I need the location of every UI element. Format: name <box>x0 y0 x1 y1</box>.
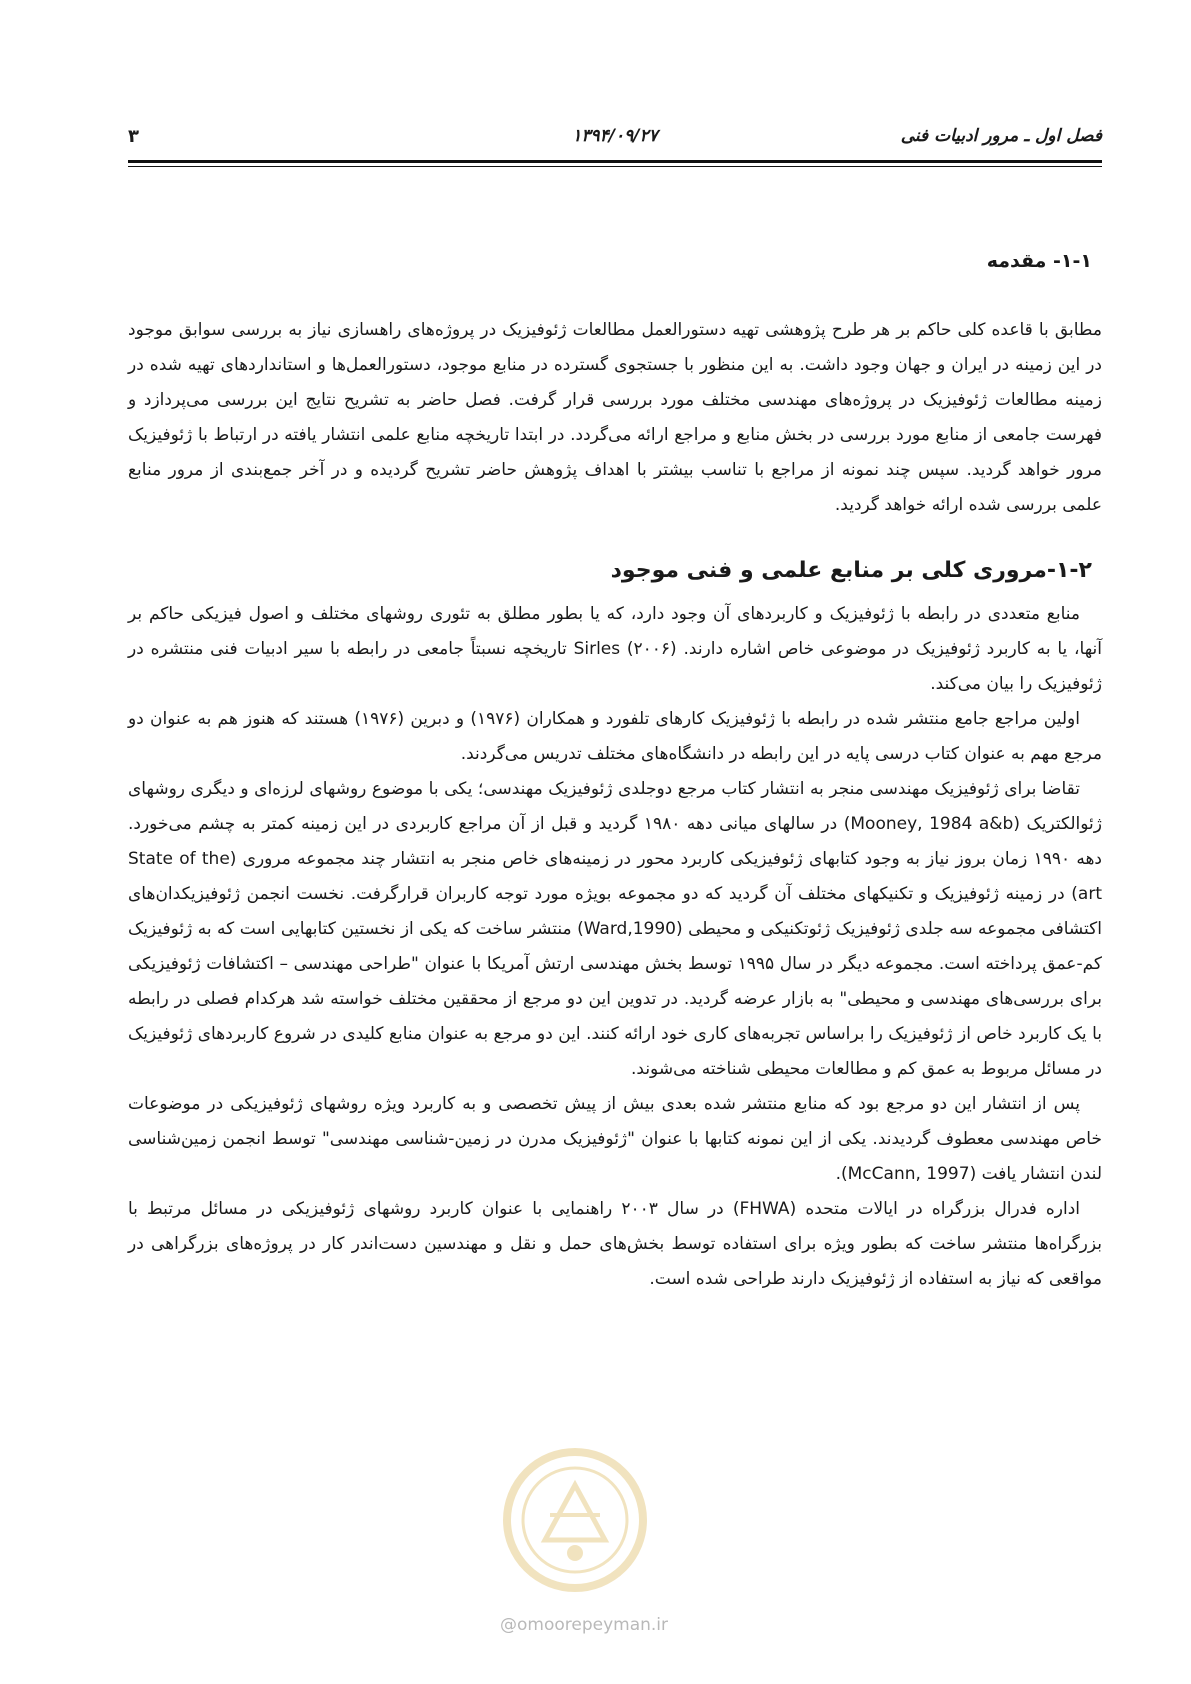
body-paragraph: اداره فدرال بزرگراه در ایالات متحده (FHWA) در سال ۲۰۰۳ راهنمایی با عنوان کاربرد روشهای ژئوفیزیکی در مسائل مرتبط با بزرگراه‌ها منتشر ساخت که بطور ویژه برای استفاده توسط بخش‌های حمل و نقل و مهندسین دست‌اندر کار در پروژه‌های بزرگراهی در مواقعی که نیاز به استفاده از ژئوفیزیک دارند طراحی شده است. <box>128 1199 1102 1289</box>
watermark-url: @omoorepeyman.ir <box>500 1615 669 1635</box>
body-paragraph: تقاضا برای ژئوفیزیک مهندسی منجر به انتشار کتاب مرجع دوجلدی ژئوفیزیک مهندسی؛ یکی با موضوع روشهای لرزه‌ای و دیگری روشهای ژئوالکتریک (Mooney, 1984 a&b) در سالهای میانی دهه ۱۹۸۰ گردید و قبل از آن مراجع کاربردی در این زمینه کمتر به چشم می‌خورد. دهه ۱۹۹۰ زمان بروز نیاز به وجود کتابهای ژئوفیزیکی کاربرد محور در زمینه‌های خاص منجر به انتشار چند مجموعه مروری (State of the art) در زمینه ژئوفیزیک و تکنیکهای مختلف آن گردید که دو مجموعه بویژه مورد توجه کاربران قرارگرفت. نخست انجمن ژئوفیزیکدان‌های اکتشافی مجموعه سه جلدی ژئوفیزیک ژئوتکنیکی و محیطی (Ward,1990) منتشر ساخت که یکی از نخستین کتابهایی است که به ژئوفیزیک کم-عمق پرداخته است. مجموعه دیگر در سال ۱۹۹۵ توسط بخش مهندسی ارتش آمریکا با عنوان "طراحی مهندسی – اکتشافات ژئوفیزیکی برای بررسی‌های مهندسی و محیطی" به بازار عرضه گردید. در تدوین این دو مرجع از محققین مختلف خواسته شد هرکدام فصلی در رابطه با یک کاربرد خاص از ژئوفیزیک را براساس تجربه‌های کاری خود ارائه کنند. این دو مرجع به عنوان منابع کلیدی در شروع کاربردهای ژئوفیزیک در مسائل مربوط به عمق کم و مطالعات محیطی شناخته می‌شوند. <box>128 779 1103 1079</box>
page-body <box>128 244 1102 1297</box>
section-heading-introduction: ۱-۱- مقدمه <box>986 250 1092 272</box>
watermark-seal-icon <box>500 1445 650 1595</box>
header-date: ۱۳۹۴/۰۹/۲۷ <box>572 126 658 146</box>
page-header <box>128 126 1102 156</box>
body-paragraph: اولین مراجع جامع منتشر شده در رابطه با ژئوفیزیک کارهای تلفورد و همکاران (۱۹۷۶) و دبرین (۱۹۷۶) هستند که هنوز هم به عنوان دو مرجع مهم به عنوان کتاب درسی پایه در این رابطه در دانشگاه‌های مختلف تدریس می‌گردند. <box>128 709 1102 764</box>
section-heading-overview: ۱-۲-مروری کلی بر منابع علمی و فنی موجود <box>610 558 1092 583</box>
chapter-title: فصل اول ـ مرور ادبیات فنی <box>900 126 1102 146</box>
body-paragraph: پس از انتشار این دو مرجع بود که منابع منتشر شده بعدی بیش از پیش تخصصی و به کاربرد ویژه روشهای ژئوفیزیکی در موضوعات خاص مهندسی معطوف گردیدند. یکی از این نمونه کتابها با عنوان "ژئوفیزیک مدرن در زمین-شناسی مهندسی" توسط انجمن زمین‌شناسی لندن انتشار یافت (McCann, 1997). <box>128 1094 1102 1184</box>
header-rule-thin <box>128 166 1102 167</box>
page-number: ۳ <box>128 126 139 147</box>
body-paragraph: منابع متعددی در رابطه با ژئوفیزیک و کاربردهای آن وجود دارد، که یا بطور مطلق به تئوری روشهای مختلف و اصول فیزیکی حاکم بر آنها، یا به کاربرد ژئوفیزیک در موضوعی خاص اشاره دارند. Sirles (۲۰۰۶) تاریخچه نسبتاً جامعی در رابطه با سیر ادبیات فنی منتشره در ژئوفیزیک را بیان می‌کند. <box>128 604 1102 694</box>
header-rule-thick <box>128 160 1102 163</box>
intro-paragraph: مطابق با قاعده کلی حاکم بر هر طرح پژوهشی تهیه دستورالعمل مطالعات ژئوفیزیک در پروژه‌های راهسازی نیاز به بررسی سوابق موجود در این زمینه در ایران و جهان وجود داشت. به این منظور با جستجوی گسترده در منابع موجود، دستورالعمل‌ها و استانداردهای تهیه شده در زمینه مطالعات ژئوفیزیک در پروژه‌های مهندسی مختلف مورد بررسی قرار گرفت. فصل حاضر به تشریح نتایج این بررسی می‌پردازد و فهرست جامعی از منابع مورد بررسی در بخش منابع و مراجع ارائه می‌گردد. در ابتدا تاریخچه منابع علمی انتشار یافته در ارتباط با ژئوفیزیک مرور خواهد گردید. سپس چند نمونه از مراجع با تناسب بیشتر با اهداف پژوهش حاضر تشریح گردیده و در آخر جمع‌بندی از مرور منابع علمی بررسی شده ارائه خواهد گردید. <box>128 320 1102 515</box>
